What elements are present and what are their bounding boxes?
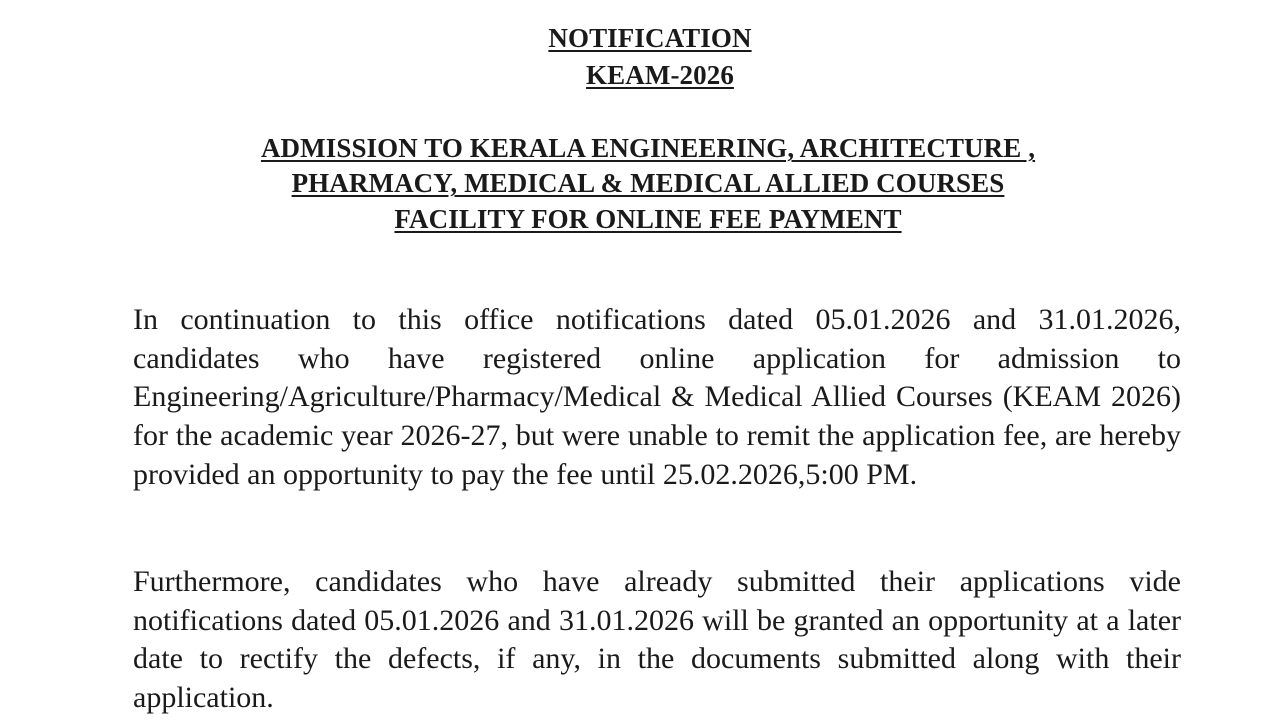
notification-title: NOTIFICATION [548,23,752,53]
body-paragraph-defect-rectification: Furthermore, candidates who have already submitted their applications vide notifications dated 05.01.2026 and 31.01.2026 will be granted an opportunity at a later date to rectify the defects, if any, in the documents submitted along with their application. [133,565,1181,715]
subject-line-2: PHARMACY, MEDICAL & MEDICAL ALLIED COURSES [291,168,1005,198]
body-paragraph-fee-payment: In continuation to this office notifications dated 05.01.2026 and 31.01.2026, candidates who have registered online application for admission to Engineering/Agriculture/Pharmacy/Medical & Medical Allied Courses (KEAM 2026) for the academic year 2026-27, but were unable to remit the application fee, are hereby provided an opportunity to pay the fee until 25.02.2026,5:00 PM. [133,303,1181,491]
exam-title: KEAM-2026 [586,60,734,90]
subject-line-1: ADMISSION TO KERALA ENGINEERING, ARCHITECTURE , [260,133,1036,163]
subject-line-3: FACILITY FOR ONLINE FEE PAYMENT [394,204,902,234]
